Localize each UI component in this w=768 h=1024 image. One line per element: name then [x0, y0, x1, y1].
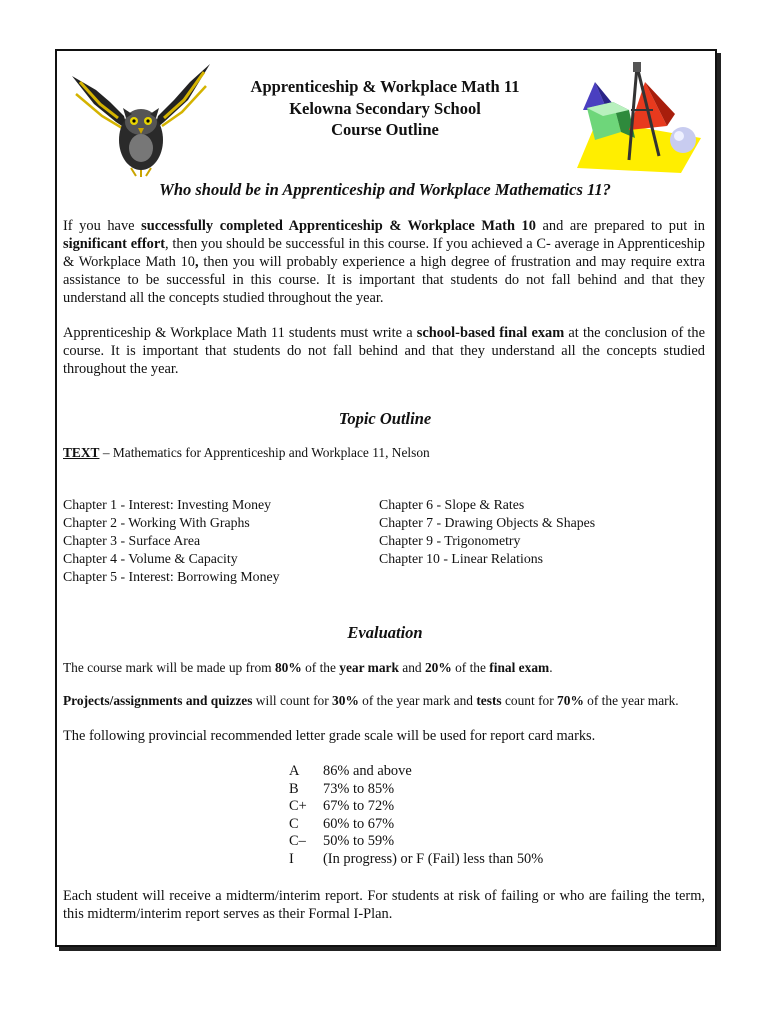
grade-letter: I [289, 850, 294, 867]
bold-span: year mark [339, 660, 399, 675]
grade-range: 86% and above [323, 763, 412, 779]
grade-letter: B [289, 780, 299, 797]
text-label: TEXT [63, 445, 100, 460]
text-span: and are prepared to put in [535, 218, 705, 234]
textbook-line [63, 444, 705, 462]
grade-range: 60% to 67% [323, 815, 395, 832]
text-span: Apprenticeship & Workplace Math 11 students must write a [63, 325, 417, 341]
text-span: will count for [252, 693, 333, 708]
course-name: Apprenticeship & Workplace Math 11 [250, 77, 520, 96]
text-span: of the year mark. [583, 693, 679, 708]
chapter-item: Chapter 6 - Slope & Rates [379, 497, 525, 512]
owl-logo-icon [66, 60, 216, 178]
text-span: of the year mark and [358, 693, 477, 708]
text-span: and [398, 660, 425, 675]
chapter-item: Chapter 10 - Linear Relations [379, 551, 543, 566]
evaluation-heading: Evaluation [347, 623, 423, 642]
text-span: count for [501, 693, 558, 708]
grade-scale-intro: The following provincial recommended letter grade scale will be used for report card marks. [63, 728, 596, 744]
text-span: If you have [63, 218, 142, 234]
document-title [200, 76, 570, 141]
bold-span: tests [476, 693, 502, 708]
chapter-item: Chapter 4 - Volume & Capacity [63, 551, 238, 566]
grade-letter: C+ [289, 798, 307, 815]
bold-span: 80% [274, 660, 302, 675]
grade-range: 50% to 59% [323, 833, 395, 850]
chapter-item: Chapter 7 - Drawing Objects & Shapes [379, 515, 596, 530]
bold-span: 70% [557, 693, 584, 708]
grade-row [289, 816, 543, 834]
bold-span: 30% [332, 693, 359, 708]
chapter-item: Chapter 9 - Trigonometry [379, 533, 521, 548]
text-span: . [549, 660, 553, 675]
grade-range: 67% to 72% [323, 798, 395, 815]
text-span: The course mark will be made up from [63, 660, 275, 675]
grade-letter: C [289, 815, 299, 832]
topics-heading: Topic Outline [338, 409, 432, 428]
text-span: then you will probably experience a high degree of frustration and may require extra assistance to be successful in this course. It is important that students do not fall behind and that they understand all the concepts studied throughout the year. [63, 254, 705, 306]
chapter-item: Chapter 2 - Working With Graphs [63, 515, 250, 530]
bold-span: Projects/assignments and quizzes [63, 693, 253, 708]
intro-heading: Who should be in Apprenticeship and Workplace Mathematics 11? [159, 180, 611, 199]
intro-paragraph-1 [63, 217, 705, 307]
bold-span: school-based final exam [416, 325, 565, 341]
year-mark-line [63, 692, 705, 710]
bold-span: significant effort [63, 236, 166, 252]
text-span: , then you should be successful in this course. If you achieved a C- average in Apprenticeship & Workplace Math 10 [63, 236, 705, 270]
document-type: Course Outline [331, 120, 439, 139]
grade-scale-table [289, 763, 543, 869]
grade-range: (In progress) or F (Fail) less than 50% [323, 850, 544, 867]
grade-row [289, 833, 543, 851]
chapter-list-right [379, 496, 595, 568]
bold-span: successfully completed Apprenticeship & Workplace Math 10 [141, 218, 536, 234]
grade-row [289, 798, 543, 816]
intro-paragraph-2 [63, 324, 705, 378]
text-span: of the [451, 660, 490, 675]
grade-letter: C– [289, 833, 306, 850]
course-mark-line [63, 659, 705, 677]
grade-row [289, 763, 543, 781]
geometry-shapes-icon [573, 60, 705, 175]
text-span: at the conclusion of the course. It is important that students do not fall behind and that they understand all the concepts studied throughout the year. [63, 325, 706, 377]
text-span: of the [301, 660, 340, 675]
chapter-item: Chapter 1 - Interest: Investing Money [63, 497, 272, 512]
textbook-title: – Mathematics for Apprenticeship and Workplace 11, Nelson [99, 445, 430, 460]
grade-row [289, 781, 543, 799]
interim-report-paragraph: Each student will receive a midterm/interim report. For students at risk of failing or who are failing the term, this midterm/interim report serves as their Formal I-Plan. [63, 888, 705, 922]
chapter-list-left [63, 496, 280, 586]
grade-row [289, 851, 543, 869]
bold-span: , [195, 254, 199, 270]
chapter-item: Chapter 5 - Interest: Borrowing Money [63, 569, 280, 584]
grade-range: 73% to 85% [323, 780, 395, 797]
school-name: Kelowna Secondary School [289, 98, 481, 118]
bold-span: final exam [489, 660, 550, 675]
chapter-item: Chapter 3 - Surface Area [63, 533, 201, 548]
grade-letter: A [289, 763, 300, 779]
bold-span: 20% [424, 660, 452, 675]
